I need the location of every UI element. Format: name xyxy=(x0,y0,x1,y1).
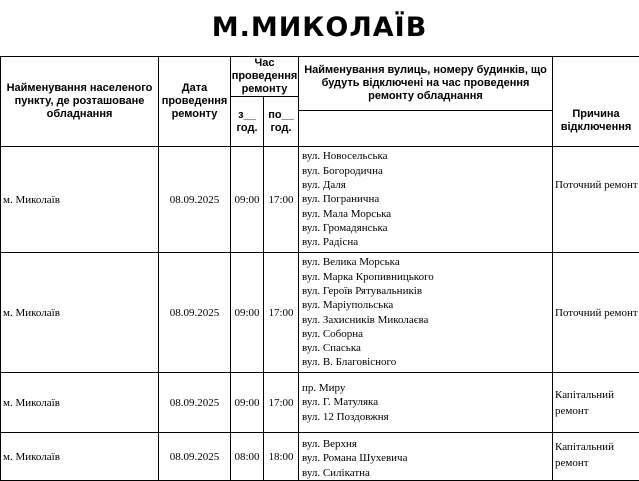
street-item: вул. Марка Кропивницького xyxy=(302,270,552,284)
cell-reason: Капітальний ремонт xyxy=(553,373,639,433)
cell-from: 09:00 xyxy=(231,147,264,253)
cell-location: м. Миколаїв xyxy=(1,147,159,253)
header-location: Найменування населеного пункту, де розташоване обладнання xyxy=(1,57,159,147)
street-item: вул. Радісна xyxy=(302,235,552,249)
street-item: вул. Героїв Рятувальників xyxy=(302,284,552,298)
header-reason: Причина відключення xyxy=(553,97,639,147)
header-date: Дата проведення ремонту xyxy=(159,57,231,147)
cell-to: 17:00 xyxy=(264,253,299,373)
cell-location: м. Миколаїв xyxy=(1,253,159,373)
street-item: вул. Маріупольська xyxy=(302,298,552,312)
street-item: вул. Новосельська xyxy=(302,149,552,163)
street-item: вул. Даля xyxy=(302,178,552,192)
table-row xyxy=(1,147,639,253)
street-item: вул. Силікатна xyxy=(302,466,552,480)
header-to: по__ год. xyxy=(264,97,299,147)
cell-reason: Поточний ремонт xyxy=(553,253,639,373)
header-row-top xyxy=(1,57,639,97)
cell-streets xyxy=(299,253,553,373)
cell-to: 18:00 xyxy=(264,433,299,481)
street-item: вул. Верхня xyxy=(302,437,552,451)
cell-streets xyxy=(299,433,553,481)
street-item: вул. Богородична xyxy=(302,164,552,178)
outage-table xyxy=(0,56,639,481)
street-item: вул. Г. Матуляка xyxy=(302,395,552,409)
cell-from: 08:00 xyxy=(231,433,264,481)
table-row xyxy=(1,253,639,373)
header-reason-spacer xyxy=(553,57,639,97)
street-item: вул. В. Благовісного xyxy=(302,355,552,369)
cell-date: 08.09.2025 xyxy=(159,147,231,253)
header-streets-spacer xyxy=(299,111,553,147)
street-item: вул. Мала Морська xyxy=(302,207,552,221)
cell-date: 08.09.2025 xyxy=(159,253,231,373)
cell-from: 09:00 xyxy=(231,253,264,373)
cell-date: 08.09.2025 xyxy=(159,373,231,433)
street-item: вул. Романа Шухевича xyxy=(302,451,552,465)
street-item: вул. Погранична xyxy=(302,192,552,206)
cell-reason: Капітальний ремонт xyxy=(553,433,639,481)
cell-location: м. Миколаїв xyxy=(1,373,159,433)
cell-location: м. Миколаїв xyxy=(1,433,159,481)
cell-date: 08.09.2025 xyxy=(159,433,231,481)
street-item: вул. Захисників Миколаєва xyxy=(302,313,552,327)
street-item: вул. Громадянська xyxy=(302,221,552,235)
header-time: Час проведення ремонту xyxy=(231,57,299,97)
street-item: вул. Велика Морська xyxy=(302,255,552,269)
cell-streets xyxy=(299,147,553,253)
table-row xyxy=(1,433,639,481)
header-from: з__ год. xyxy=(231,97,264,147)
header-streets: Найменування вулиць, номеру будинків, що будуть відключені на час проведення ремонту обладнання xyxy=(299,57,553,111)
cell-to: 17:00 xyxy=(264,147,299,253)
page-title: М.МИКОЛАЇВ xyxy=(0,12,639,43)
cell-reason: Поточний ремонт xyxy=(553,147,639,253)
cell-from: 09:00 xyxy=(231,373,264,433)
street-item: вул. Соборна xyxy=(302,327,552,341)
cell-streets xyxy=(299,373,553,433)
street-item: вул. 12 Поздовжня xyxy=(302,410,552,424)
street-item: пр. Миру xyxy=(302,381,552,395)
cell-to: 17:00 xyxy=(264,373,299,433)
table-row xyxy=(1,373,639,433)
street-item: вул. Спаська xyxy=(302,341,552,355)
